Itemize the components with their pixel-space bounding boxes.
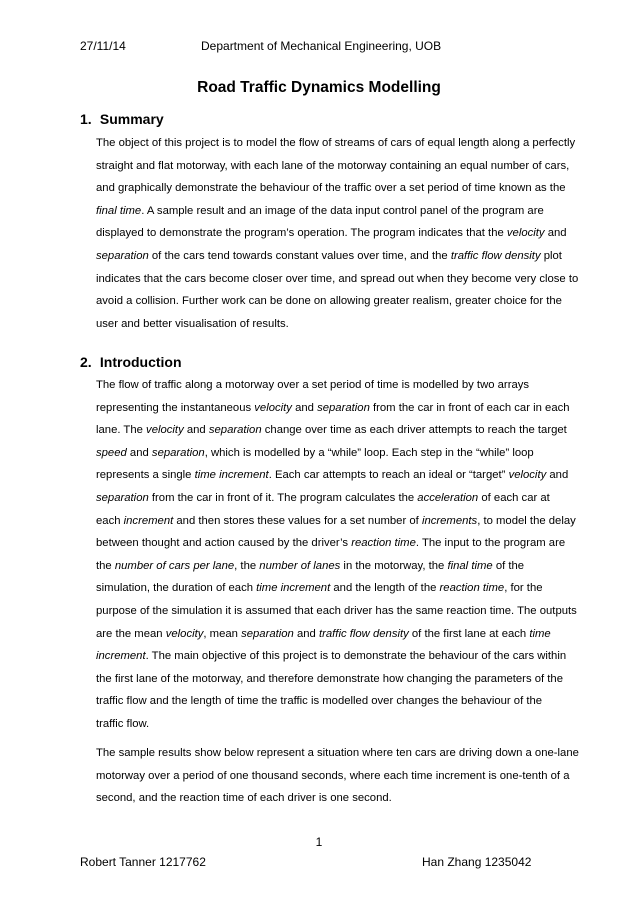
italic-term: velocity (165, 627, 204, 640)
italic-term: increment (123, 514, 174, 527)
text-line (96, 132, 576, 155)
text-line (96, 742, 579, 765)
text-run: , which is modelled by a “while” loop. Each step in the “while” loop (204, 446, 534, 459)
text-run: avoid a collision. Further work can be done on allowing greater realism, greater choice for the (96, 295, 562, 308)
italic-term: number of cars per lane (114, 559, 235, 572)
text-run: the first lane of the motorway, and therefore demonstrate how changing the parameters of the (96, 672, 563, 685)
text-line (96, 623, 566, 646)
text-run: The sample results show below represent a situation where ten cars are driving down a one-lane (96, 747, 579, 759)
italic-term: velocity (508, 469, 547, 482)
text-run: . The input to the program are (415, 537, 566, 550)
text-run: change over time as each driver attempts to reach the target (261, 424, 567, 437)
italic-term: increments (421, 514, 478, 527)
text-line (96, 155, 570, 178)
text-line (96, 645, 566, 668)
section-title: Introduction (99, 354, 182, 370)
italic-term: separation (96, 491, 149, 504)
italic-term: separation (241, 627, 294, 640)
text-run: in the motorway, the (340, 559, 448, 572)
text-run: representing the instantaneous (96, 401, 255, 414)
text-run: simulation, the duration of each (96, 582, 257, 595)
text-run: traffic flow. (96, 717, 150, 730)
text-line (96, 787, 566, 810)
text-run: are the mean (96, 627, 166, 640)
text-line (96, 510, 576, 533)
text-line (96, 442, 566, 465)
page-number: 1 (315, 835, 323, 849)
italic-term: velocity (254, 401, 292, 414)
text-run: and then stores these values for a set number of (173, 514, 422, 527)
text-run: each (96, 514, 124, 527)
italic-term: reaction time (439, 582, 505, 595)
text-run: between thought and action caused by the driver’s (96, 537, 352, 550)
text-run: second, and the reaction time of each driver is one second. (96, 792, 392, 805)
italic-term: velocity (506, 227, 545, 240)
text-run: The object of this project is to model the flow of streams of cars of equal length along a perfectly (96, 137, 576, 149)
italic-term: time increment (194, 469, 269, 482)
italic-term: speed (96, 446, 127, 459)
italic-term: final time (96, 204, 142, 217)
text-run: user and better visualisation of results. (96, 317, 289, 330)
italic-term: separation (151, 446, 205, 459)
text-run: lane. The (96, 424, 147, 437)
text-run: . Each car attempts to reach an ideal or “target” (268, 469, 509, 482)
text-line (96, 290, 566, 313)
text-line (96, 600, 577, 623)
text-run: . The main objective of this project is to demonstrate the behaviour of the cars within (145, 650, 567, 663)
text-run: and (546, 469, 569, 482)
text-line (96, 690, 566, 713)
italic-term: separation (208, 424, 262, 437)
text-run: purpose of the simulation it is assumed that each driver has the same reaction time. The outputs (96, 604, 577, 617)
text-line (96, 313, 566, 336)
text-run: The flow of traffic along a motorway over a set period of time is modelled by two arrays (96, 379, 530, 391)
section-title: Summary (99, 111, 164, 127)
text-run: from the car in front of it. The program calculates the (148, 491, 418, 504)
text-run: , the (234, 559, 260, 572)
text-line (96, 200, 566, 223)
text-line (96, 765, 570, 788)
italic-term: traffic flow density (318, 627, 409, 640)
italic-term: traffic flow density (450, 249, 541, 262)
italic-term: time increment (256, 582, 331, 595)
summary-paragraph (96, 132, 579, 335)
text-run: traffic flow and the length of time the traffic is modelled over changes the behaviour of the (96, 695, 543, 708)
text-line (96, 268, 579, 291)
text-line (96, 532, 566, 555)
text-run: of the cars tend towards constant values over time, and the (148, 249, 451, 262)
text-line (96, 177, 566, 200)
text-line (96, 577, 566, 600)
italic-term: separation (96, 249, 149, 262)
text-line (96, 555, 566, 578)
text-run: , for the (504, 582, 543, 595)
text-run: displayed to demonstrate the program’s operation. The program indicates that the (96, 227, 507, 240)
text-run: and (183, 424, 209, 437)
italic-term: acceleration (417, 491, 479, 504)
text-run: , mean (203, 627, 242, 640)
text-run: . A sample result and an image of the data input control panel of the program are (141, 204, 544, 217)
section-number: 2. (80, 354, 92, 370)
text-run: and (293, 627, 319, 640)
italic-term: time (529, 627, 551, 640)
sample-results-paragraph (96, 742, 579, 810)
text-line (96, 487, 566, 510)
text-line (96, 374, 566, 397)
text-run: indicates that the cars become closer over time, and spread out when they become very close to (96, 272, 579, 285)
text-line (96, 464, 569, 487)
text-line (96, 222, 566, 245)
text-run: , to model the delay (477, 514, 576, 527)
header-department: Department of Mechanical Engineering, UOB (201, 39, 442, 53)
text-line (96, 397, 570, 420)
footer-author-right: Han Zhang 1235042 (422, 855, 532, 869)
text-run: from the car in front of each car in each (369, 401, 570, 414)
text-run: motorway over a period of one thousand seconds, where each time increment is one-tenth of a (96, 769, 570, 782)
text-run: and (291, 401, 318, 414)
text-run: of each car at (478, 491, 550, 504)
section-heading-introduction (80, 353, 182, 371)
italic-term: velocity (146, 424, 184, 437)
text-line (96, 245, 566, 268)
text-line (96, 668, 566, 691)
text-run: plot (540, 249, 562, 262)
italic-term: number of lanes (259, 559, 341, 572)
text-line (96, 419, 566, 442)
footer-author-left: Robert Tanner 1217762 (80, 855, 206, 869)
text-run: and the length of the (330, 582, 440, 595)
text-run: the (96, 559, 115, 572)
text-line (96, 713, 566, 736)
italic-term: increment (96, 650, 146, 663)
text-run: and graphically demonstrate the behaviour of the traffic over a set period of time known as the (96, 182, 566, 195)
italic-term: separation (317, 401, 370, 414)
introduction-paragraph (96, 374, 577, 736)
section-heading-summary (80, 110, 164, 128)
text-run: and (544, 227, 567, 240)
document-title: Road Traffic Dynamics Modelling (197, 79, 441, 96)
header-date: 27/11/14 (80, 39, 126, 53)
text-run: straight and flat motorway, with each lane of the motorway containing an equal number of cars, (96, 159, 570, 172)
italic-term: final time (447, 559, 493, 572)
text-run: and (126, 446, 152, 459)
text-run: of the (492, 559, 525, 572)
text-run: of the first lane at each (408, 627, 530, 640)
text-run: represents a single (96, 469, 195, 482)
italic-term: reaction time (351, 537, 416, 550)
section-number: 1. (80, 111, 92, 127)
